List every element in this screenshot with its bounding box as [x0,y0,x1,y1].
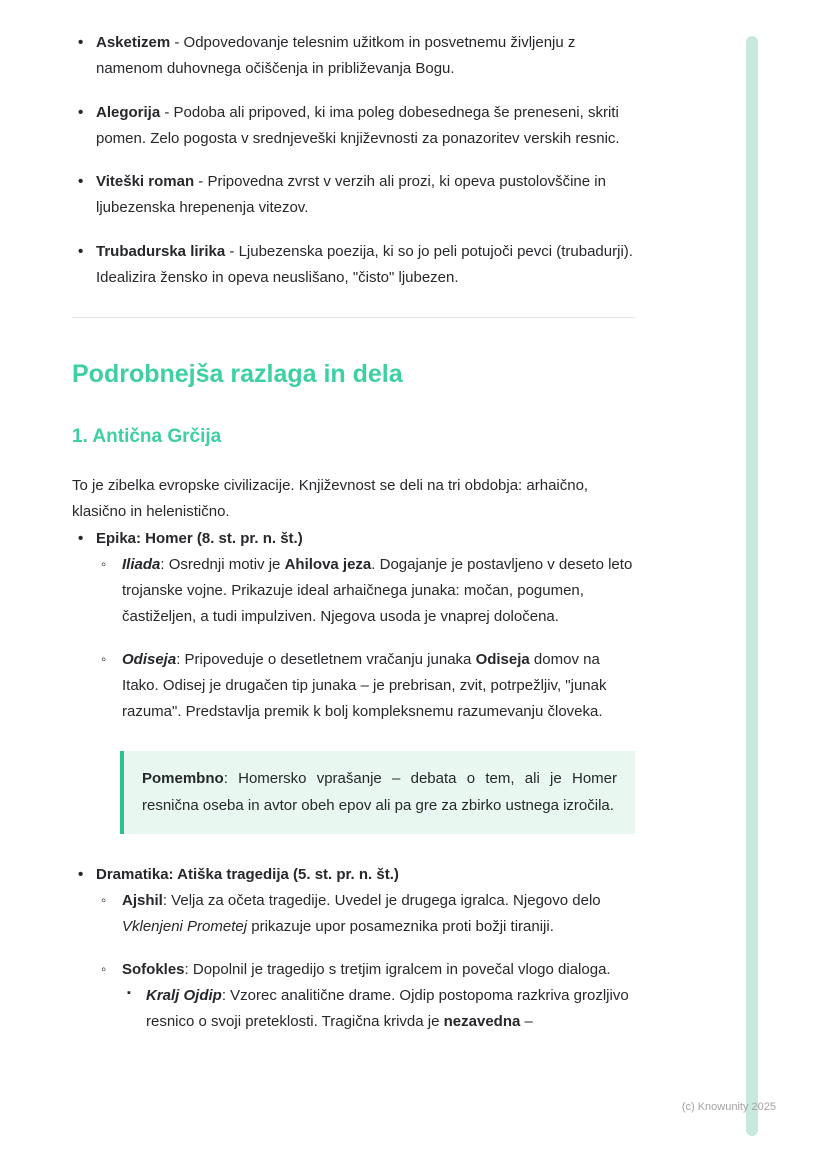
footer-credit: (c) Knowunity 2025 [681,1101,776,1113]
epika-header: Epika: Homer (8. st. pr. n. št.) [96,529,303,547]
epika-sublist [96,552,635,726]
glossary-list [72,30,635,291]
ajshil-item: Ajshil: Velja za očeta tragedije. Uvedel je drugega igralca. Njegovo delo Vklenjeni Prometej prikazuje upor posameznika proti božji tiraniji. [122,892,601,936]
callout-pomembno [120,751,635,834]
list-item [96,647,635,726]
odiseja-item: Odiseja: Pripoveduje o desetletnem vračanju junaka Odiseja domov na Itako. Odisej je drugačen tip junaka – je prebrisan, zvit, potrpežljiv, "junak razuma". Predstavlja premik k bolj kompleksnemu razumevanju človeka. [122,650,607,721]
scrollbar-thumb[interactable] [746,36,758,1136]
glossary-item-trubadurska-lirika: Trubadurska lirika - Ljubezenska poezija, ki so jo peli potujoči pevci (trubadurji). Idealizira žensko in opeva neuslišano, "čisto" ljubezen. [96,242,633,286]
topics-list [72,526,635,1036]
list-item [72,239,635,292]
dramatika-sublist [96,888,635,1035]
callout-text: Pomembno: Homersko vprašanje – debata o tem, ali je Homer resnična oseba in avtor obeh epov ali pa gre za zbirko ustnega izročila. [142,770,617,814]
list-item [96,888,635,941]
intro-paragraph: To je zibelka evropske civilizacije. Književnost se deli na tri obdobja: arhaično, klasično in helenistično. [72,477,589,521]
subsection-title: 1. Antična Grčija [72,425,222,447]
glossary-item-asketizem: Asketizem - Odpovedovanje telesnim užitkom in posvetnemu življenju z namenom duhovnega očiščenja in približevanja Bogu. [96,34,576,78]
sofokles-item: Sofokles: Dopolnil je tragedijo s tretjim igralcem in povečal vlogo dialoga. [122,960,611,978]
divider [72,317,635,318]
section-title: Podrobnejša razlaga in dela [72,360,403,388]
list-item [72,169,635,222]
dramatika-header: Dramatika: Atiška tragedija (5. st. pr. n. št.) [96,865,399,883]
kralj-ojdip-item: Kralj Ojdip: Vzorec analitične drame. Ojdip postopoma razkriva grozljivo resnico o svoji preteklosti. Tragična krivda je nezavedna – [146,986,629,1031]
page-content [72,30,635,1052]
list-item [72,100,635,153]
list-item [72,862,635,1036]
list-item [96,957,635,1036]
list-item [96,552,635,631]
sofokles-sublist [122,983,635,1036]
glossary-item-viteski-roman: Viteški roman - Pripovedna zvrst v verzih ali prozi, ki opeva pustolovščine in ljubezenska hrepenenja vitezov. [96,173,606,217]
list-item [72,30,635,83]
iliada-item: Iliada: Osrednji motiv je Ahilova jeza. Dogajanje je postavljeno v deseto leto trojanske vojne. Prikazuje ideal arhaičnega junaka: močan, pogumen, častiželjen, a tudi impulziven. Njegova usoda je vnaprej določena. [122,555,633,626]
glossary-item-alegorija: Alegorija - Podoba ali pripoved, ki ima poleg dobesednega še preneseni, skriti pomen. Zelo pogosta v srednjeveški književnosti za ponazoritev verskih resnic. [96,103,620,147]
list-item [122,983,635,1036]
list-item [72,526,635,834]
